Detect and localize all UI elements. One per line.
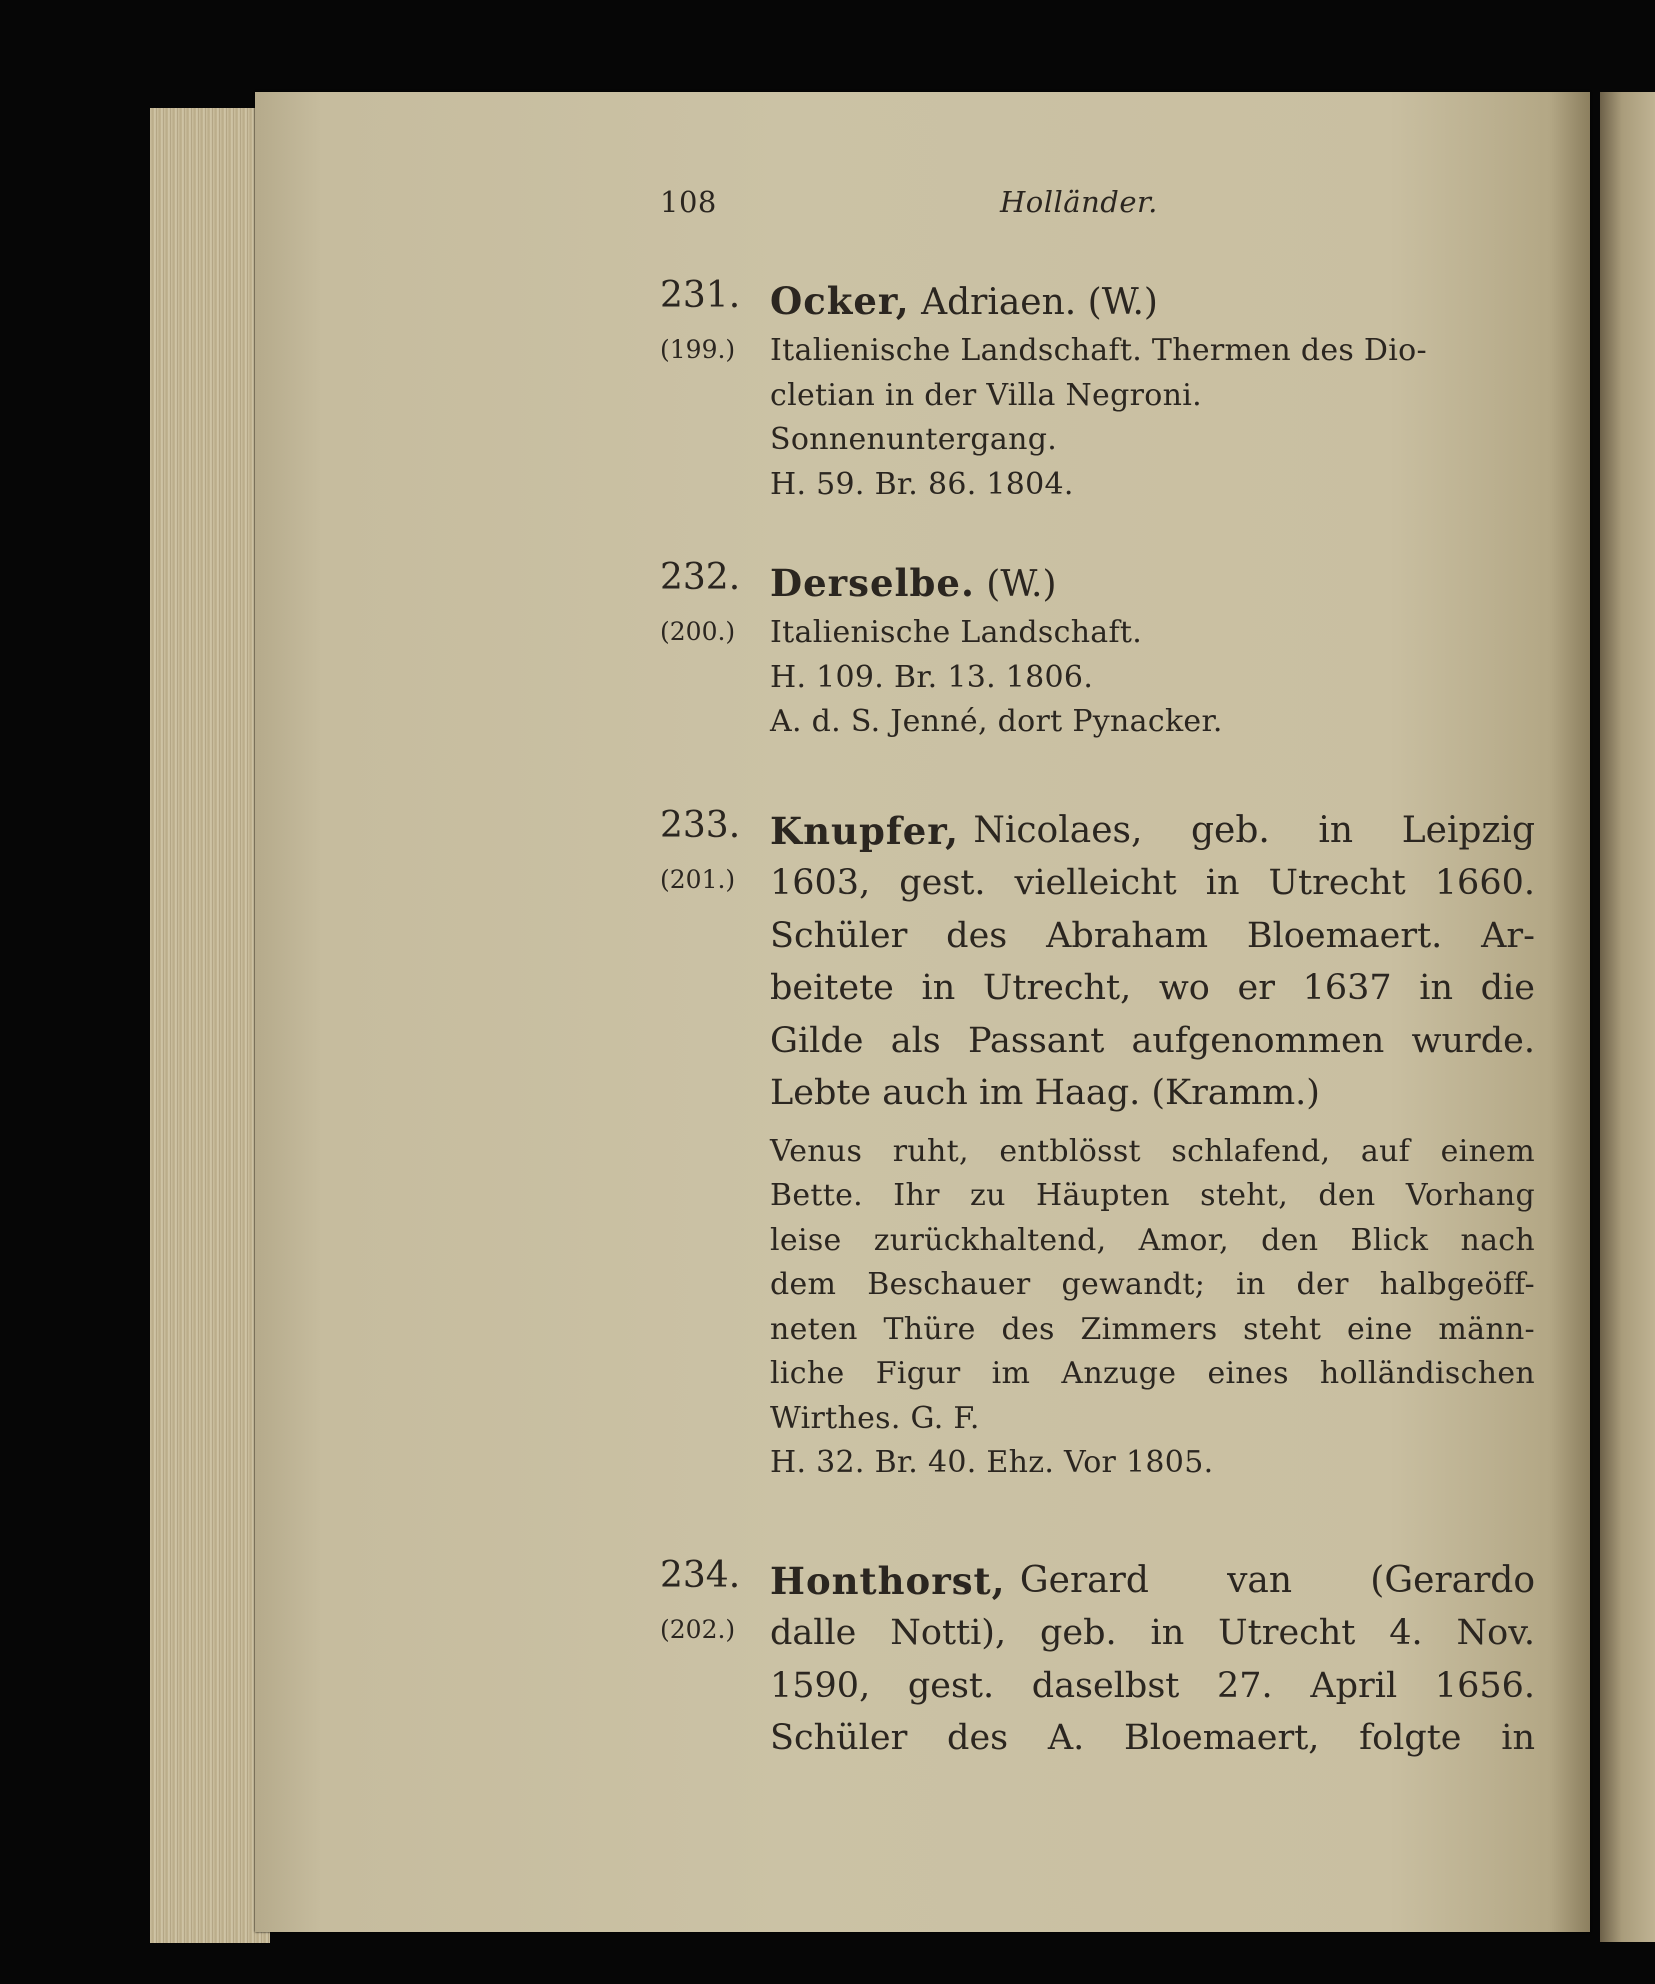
page-stack-edge <box>150 108 270 1943</box>
entry-number: 234. <box>660 1555 741 1596</box>
provenance-line: A. d. S. Jenné, dort Pynacker. <box>770 704 1223 739</box>
entry-heading <box>770 805 1535 857</box>
description-line: Bette. Ihr zu Häupten steht, den Vorhang <box>770 1178 1535 1213</box>
artist-rest: Gerard van (Gerardo <box>1019 1560 1535 1601</box>
biography-line: Schüler des A. Bloemaert, folgte in <box>770 1718 1535 1758</box>
entry-heading <box>770 275 1535 329</box>
entry-old-number: (199.) <box>660 335 736 364</box>
dimensions-line: H. 59. Br. 86. 1804. <box>770 466 1074 502</box>
biography-line: 1590, gest. daselbst 27. April 1656. <box>770 1665 1535 1706</box>
description-line: neten Thüre des Zimmers steht eine männ- <box>770 1311 1535 1347</box>
entry-number: 231. <box>660 275 741 316</box>
entry-description <box>770 611 1535 745</box>
entry-description <box>770 1130 1535 1486</box>
entry-heading <box>770 1555 1535 1607</box>
biography-line: Schüler des Abraham Bloemaert. Ar- <box>770 915 1535 956</box>
entry-old-number: (201.) <box>660 865 736 894</box>
description-line: Italienische Landschaft. <box>770 615 1143 650</box>
description-line: Sonnenuntergang. <box>770 422 1058 457</box>
biography-line: beitete in Utrecht, wo er 1637 in die <box>770 968 1535 1008</box>
artist-biography <box>770 857 1535 1120</box>
facing-page-edge <box>1600 92 1655 1942</box>
artist-rest: Nicolaes, geb. in Leipzig <box>973 810 1535 851</box>
biography-line: dalle Notti), geb. in Utrecht 4. Nov. <box>770 1613 1535 1653</box>
artist-biography <box>770 1607 1535 1765</box>
page-number: 108 <box>660 185 717 219</box>
description-line: Venus ruht, entblösst schlafend, auf einem <box>770 1133 1535 1169</box>
dimensions-line: H. 109. Br. 13. 1806. <box>770 659 1094 695</box>
description-line: leise zurückhaltend, Amor, den Blick nach <box>770 1222 1535 1258</box>
artist-name: Ocker, <box>770 279 910 323</box>
entry-old-number: (200.) <box>660 617 736 646</box>
entry-number: 232. <box>660 557 741 598</box>
running-title: Holländer. <box>1000 185 1158 219</box>
running-header <box>660 185 1300 235</box>
artist-rest: Adriaen. (W.) <box>921 282 1158 323</box>
dimensions-line: H. 32. Br. 40. Ehz. Vor 1805. <box>770 1445 1214 1480</box>
biography-line: Lebte auch im Haag. (Kramm.) <box>770 1073 1320 1113</box>
entry-description <box>770 329 1535 507</box>
artist-name: Derselbe. <box>770 561 975 605</box>
description-line: Italienische Landschaft. Thermen des Dio- <box>770 333 1427 368</box>
description-line: Wirthes. G. F. <box>770 1400 980 1436</box>
entry-old-number: (202.) <box>660 1615 736 1644</box>
artist-name: Knupfer, <box>770 809 959 853</box>
description-line: cletian in der Villa Negroni. <box>770 377 1202 413</box>
biography-line: Gilde als Passant aufgenommen wurde. <box>770 1020 1535 1061</box>
entry-heading <box>770 557 1535 611</box>
description-line: liche Figur im Anzuge eines holländischen <box>770 1356 1535 1391</box>
artist-rest: (W.) <box>986 564 1057 605</box>
biography-line: 1603, gest. vielleicht in Utrecht 1660. <box>770 863 1535 903</box>
artist-name: Honthorst, <box>770 1559 1006 1603</box>
description-line: dem Beschauer gewandt; in der halbgeöff- <box>770 1267 1535 1302</box>
entry-number: 233. <box>660 805 741 846</box>
